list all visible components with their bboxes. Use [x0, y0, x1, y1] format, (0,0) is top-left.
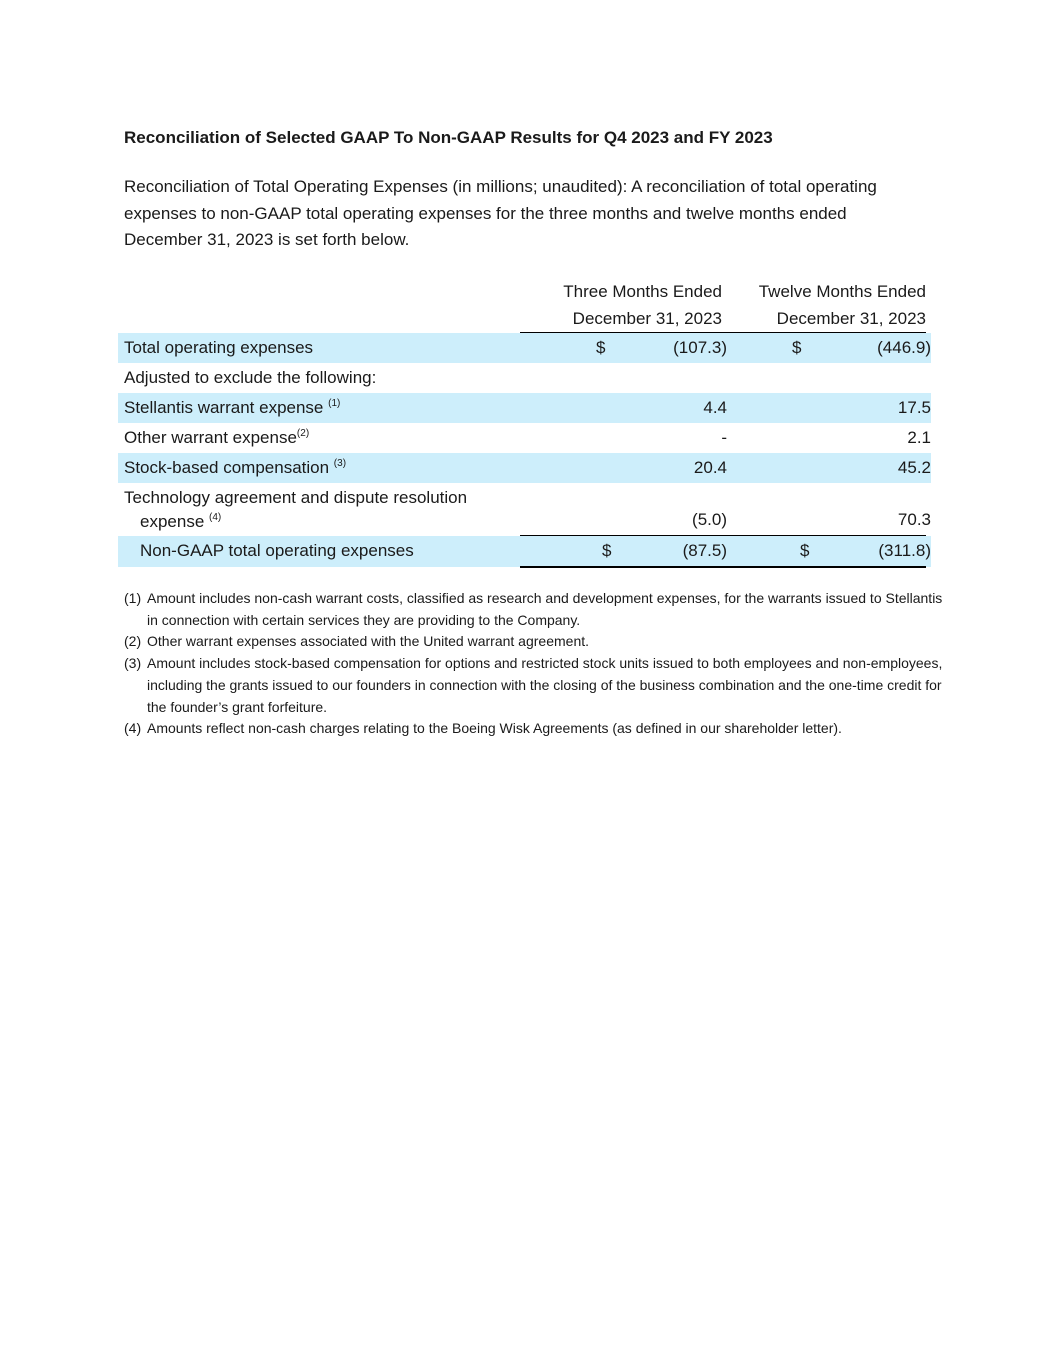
- footnote-number: (4): [124, 720, 142, 737]
- currency-symbol: $: [800, 541, 810, 560]
- total-rule: [520, 566, 926, 568]
- footnote-text: Amount includes stock-based compensation for options and restricted stock units issued to both employees and non-employees, including the grants issued to our founders in connection with the closing of the business combination and the one-time credit for the founder’s grant forfeiture.: [147, 655, 943, 715]
- row-label: Adjusted to exclude the following:: [124, 368, 377, 387]
- row-value-twelve-months: 2.1: [907, 428, 931, 447]
- row-value-three-months: -: [721, 428, 727, 447]
- footnote-ref: (3): [333, 458, 347, 469]
- table-row: [118, 483, 931, 536]
- row-value-twelve-months: 17.5: [897, 398, 931, 417]
- row-value-twelve-months: 70.3: [897, 510, 931, 529]
- row-value-twelve-months: 45.2: [897, 458, 931, 477]
- table-row: [118, 363, 931, 393]
- row-label-line2-wrap: [124, 510, 524, 534]
- row-value-twelve-months: (311.8): [878, 541, 931, 560]
- row-value-three-months: (107.3): [673, 338, 727, 357]
- currency-symbol: $: [792, 338, 802, 357]
- row-label-line1: Technology agreement and dispute resolution: [124, 488, 468, 507]
- footnote-text: Amount includes non-cash warrant costs, classified as research and development expenses, for the warrants issued to Stellantis in connection with certain services they are providing to the Company.: [147, 590, 943, 628]
- row-label-text: Other warrant expense: [124, 428, 297, 447]
- row-label: [124, 486, 524, 534]
- table-row: [118, 536, 931, 567]
- row-label-line2: expense: [140, 512, 209, 531]
- currency-symbol: $: [602, 541, 612, 560]
- row-label: [124, 398, 340, 418]
- header-twelve-months-line1: Twelve Months Ended: [758, 282, 926, 301]
- table-header: [118, 278, 931, 333]
- document-title: Reconciliation of Selected GAAP To Non-GAAP Results for Q4 2023 and FY 2023: [124, 128, 773, 147]
- footnote: [124, 653, 954, 718]
- footnote: [124, 631, 954, 653]
- row-value-three-months: (5.0): [692, 510, 727, 529]
- footnote: [124, 588, 954, 631]
- currency-symbol: $: [596, 338, 606, 357]
- intro-paragraph: Reconciliation of Total Operating Expenses (in millions; unaudited): A reconciliation of total operating expenses to non-GAAP total operating expenses for the three months and twelve months ended December 31, 2023 is set forth below.: [124, 177, 877, 249]
- row-value-three-months: (87.5): [682, 541, 727, 560]
- table-row: [118, 423, 931, 453]
- footnote-ref: (4): [209, 512, 222, 523]
- table-row: [118, 453, 931, 483]
- header-twelve-months: [726, 278, 926, 332]
- footnote-number: (2): [124, 633, 142, 650]
- row-label: Total operating expenses: [124, 338, 314, 357]
- row-value-twelve-months: (446.9): [877, 338, 931, 357]
- footnote-ref: (2): [296, 428, 310, 439]
- footnote-text: Amounts reflect non-cash charges relating to the Boeing Wisk Agreements (as defined in our shareholder letter).: [147, 720, 842, 737]
- row-label: [124, 428, 309, 448]
- footnote-ref: (1): [328, 398, 341, 409]
- row-label-text: Stellantis warrant expense: [124, 398, 329, 417]
- footnote-number: (1): [124, 590, 142, 606]
- row-value-three-months: 20.4: [693, 458, 727, 477]
- footnotes: [124, 588, 954, 740]
- row-label: Non-GAAP total operating expenses: [140, 541, 414, 560]
- row-label: [124, 458, 346, 478]
- footnote: [124, 718, 954, 740]
- table-row: [118, 393, 931, 423]
- table-row: [118, 333, 931, 363]
- reconciliation-table: [118, 278, 931, 567]
- header-three-months: [520, 278, 722, 332]
- footnote-number: (3): [124, 655, 142, 672]
- footnote-text: Other warrant expenses associated with the United warrant agreement.: [147, 633, 590, 650]
- header-three-months-line1: Three Months Ended: [563, 282, 722, 301]
- header-three-months-line2: December 31, 2023: [572, 309, 722, 328]
- row-value-three-months: 4.4: [703, 398, 727, 417]
- header-twelve-months-line2: December 31, 2023: [776, 309, 926, 328]
- row-label-text: Stock-based compensation: [124, 458, 334, 477]
